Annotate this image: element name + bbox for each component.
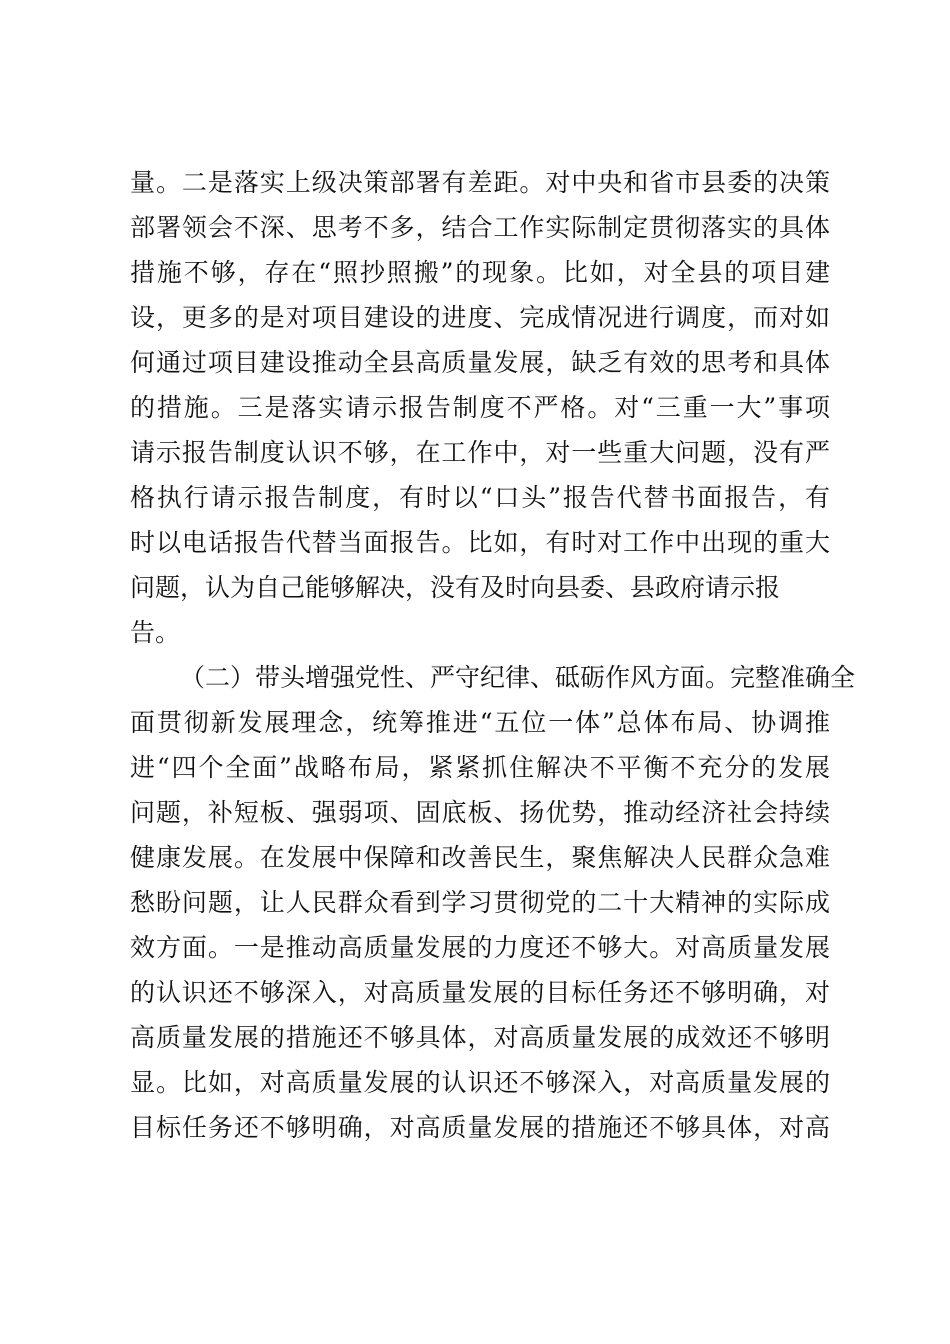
paragraph-line: 高质量发展的措施还不够具体，对高质量发展的成效还不够明 [130,1023,830,1052]
paragraph-line: 何通过项目建设推动全县高质量发展，缺乏有效的思考和具体 [130,348,830,377]
paragraph-line: 格执行请示报告制度，有时以“口头”报告代替书面报告，有 [130,483,830,512]
paragraph-line: 效方面。一是推动高质量发展的力度还不够大。对高质量发展 [130,933,830,962]
paragraph-line: 部署领会不深、思考不多，结合工作实际制定贯彻落实的具体 [130,213,830,242]
section-heading-line: （二）带头增强党性、严守纪律、砥砺作风方面。完整准确全 [180,663,856,692]
paragraph-line: 时以电话报告代替当面报告。比如，有时对工作中出现的重大 [130,528,830,557]
paragraph-2 [130,655,856,1150]
paragraph-line: 设，更多的是对项目建设的进度、完成情况进行调度，而对如 [130,303,830,332]
paragraph-1 [130,160,830,655]
paragraph-line: 量。二是落实上级决策部署有差距。对中央和省市县委的决策 [130,168,830,197]
paragraph-line: 请示报告制度认识不够，在工作中，对一些重大问题，没有严 [130,438,830,467]
paragraph-line: 告。 [130,618,181,647]
paragraph-line: 面贯彻新发展理念，统筹推进“五位一体”总体布局、协调推 [130,708,830,737]
paragraph-line: 健康发展。在发展中保障和改善民生，聚焦解决人民群众急难 [130,843,830,872]
paragraph-line: 目标任务还不够明确，对高质量发展的措施还不够具体，对高 [130,1113,830,1142]
paragraph-line: 措施不够，存在“照抄照搬”的现象。比如，对全县的项目建 [130,258,830,287]
document-body [130,160,856,1150]
paragraph-line: 显。比如，对高质量发展的认识还不够深入，对高质量发展的 [130,1068,830,1097]
paragraph-line: 问题，认为自己能够解决，没有及时向县委、县政府请示报 [130,573,781,602]
paragraph-line: 的措施。三是落实请示报告制度不严格。对“三重一大”事项 [130,393,830,422]
paragraph-line: 愁盼问题，让人民群众看到学习贯彻党的二十大精神的实际成 [130,888,830,917]
paragraph-line: 问题，补短板、强弱项、固底板、扬优势，推动经济社会持续 [130,798,830,827]
paragraph-line: 进“四个全面”战略布局，紧紧抓住解决不平衡不充分的发展 [130,753,830,782]
paragraph-line: 的认识还不够深入，对高质量发展的目标任务还不够明确，对 [130,978,830,1007]
